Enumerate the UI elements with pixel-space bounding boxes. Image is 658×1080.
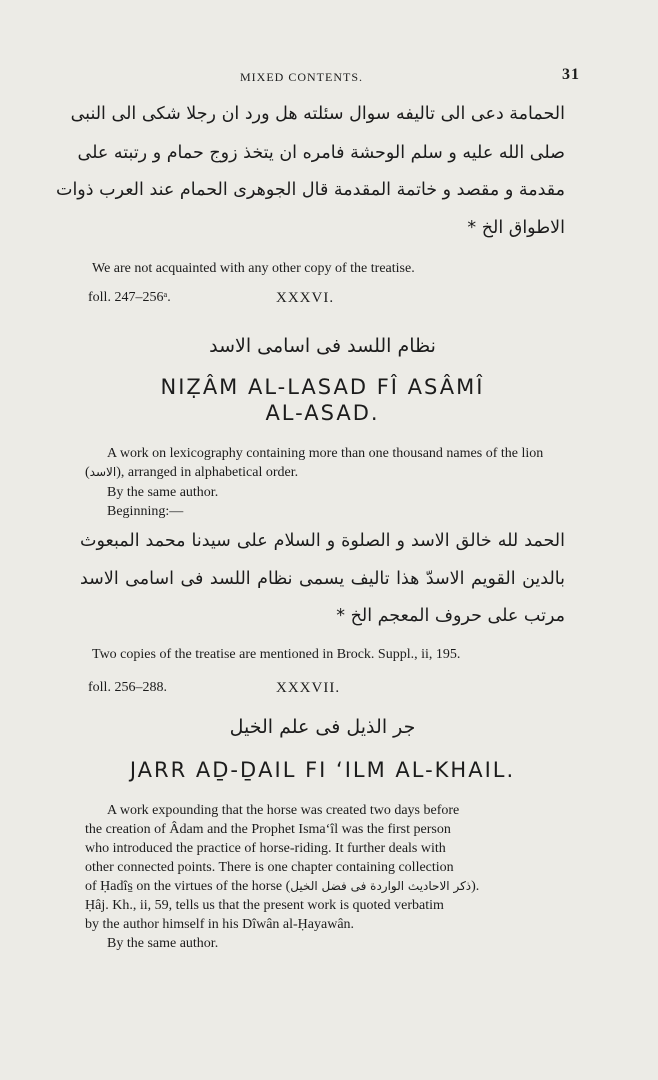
note-text: Two copies of the treatise are mentioned in Brock. Suppl., ii, 195. — [92, 647, 461, 662]
description-text: of Ḥadîs̱ on the virtues of the horse ( — [85, 879, 291, 894]
description-paragraph — [85, 444, 565, 482]
description-line — [85, 877, 565, 896]
arabic-title: نظام اللسد فى اسامى الاسد — [209, 335, 436, 357]
arabic-text-line: مرتب على حروف المعجم الخ * — [336, 606, 565, 626]
entry-numeral: XXXVII. — [276, 680, 341, 696]
author-line: By the same author. — [107, 936, 219, 951]
folio-reference: foll. 247–256ᵃ. — [88, 290, 171, 305]
description-paragraph — [85, 801, 565, 953]
description-line: A work expounding that the horse was created two days before — [107, 803, 460, 818]
description-line: Ḥâj. Kh., ii, 59, tells us that the present work is quoted verbatim — [85, 898, 444, 913]
arabic-title: جر الذيل فى علم الخيل — [229, 716, 416, 738]
entry-title: JARR AḎ-ḎAIL FI ‘ILM AL-KHAIL. — [129, 758, 516, 782]
entry-numeral: XXXVI. — [276, 290, 335, 306]
inline-arabic: الاسد — [89, 465, 117, 479]
description-text: ), arranged in alphabetical order. — [116, 465, 299, 480]
description-line: the creation of Âdam and the Prophet Isma‘îl was the first person — [85, 822, 451, 837]
inline-arabic: ذكر الاحاديث الواردة فى فضل الخيل — [290, 879, 472, 893]
entry-title-line: AL-ASAD. — [265, 401, 380, 425]
note-text: We are not acquainted with any other copy of the treatise. — [92, 261, 415, 276]
arabic-text-line: صلى الله عليه و سلم الوحشة فامره ان يتخذ زوج حمام و رتبته على — [77, 143, 565, 163]
arabic-text-line: الحمامة دعى الى تاليفه سوال سئلته هل ورد ان رجلا شكى الى النبى — [70, 104, 565, 124]
page-number: 31 — [562, 66, 580, 83]
arabic-text-line: الاطواق الخ * — [467, 218, 565, 238]
description-text: A work on lexicography containing more than one thousand names of the lion ( — [85, 446, 544, 480]
arabic-text-line: الحمد لله خالق الاسد و الصلوة و السلام على سيدنا محمد المبعوث — [80, 531, 565, 551]
description-line: other connected points. There is one chapter containing collection — [85, 860, 454, 875]
folio-reference: foll. 256–288. — [88, 680, 167, 695]
description-line: who introduced the practice of horse-riding. It further deals with — [85, 841, 446, 856]
arabic-text-line: بالدين القويم الاسدّ هذا تاليف يسمى نظام اللسد فى اسامى الاسد — [80, 569, 565, 589]
beginning-label: Beginning:— — [107, 504, 184, 519]
entry-title — [80, 374, 565, 426]
author-line: By the same author. — [107, 485, 219, 500]
arabic-text-line: مقدمة و مقصد و خاتمة المقدمة قال الجوهرى الحمام عند العرب ذوات — [55, 180, 565, 200]
header-title: MIXED CONTENTS. — [240, 70, 363, 84]
running-header — [240, 66, 580, 85]
entry-title-line: NIẒÂM AL-LASAD FÎ ASÂMÎ — [160, 375, 485, 399]
description-line: by the author himself in his Dîwân al-Ḥayawân. — [85, 917, 355, 932]
description-text: ). — [471, 879, 480, 894]
